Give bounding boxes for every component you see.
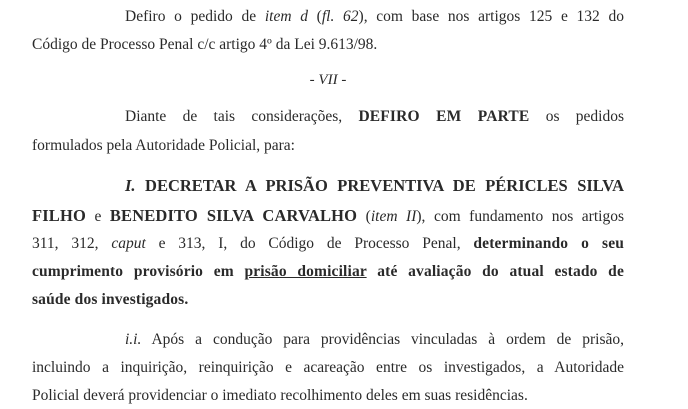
text-span: Defiro o pedido de <box>125 8 257 25</box>
text-span: Diante de tais considerações, <box>125 108 343 125</box>
italic-term: caput <box>111 235 146 252</box>
bold-heading: DECRETAR A PRISÃO PREVENTIVA DE PÉRICLES SILVA <box>145 176 625 195</box>
paragraph-1-line-2: Código de Processo Penal c/c artigo 4º da Lei 9.613/98. <box>32 36 378 53</box>
text-span: ), com fundamento nos artigos <box>416 208 624 225</box>
text-span: Após a condução para providências vinculadas à ordem de prisão, <box>151 331 624 348</box>
text-span: ), com base nos artigos 125 e 132 do <box>358 8 624 25</box>
bold-text: cumprimento provisório em <box>32 263 234 280</box>
section-mark: - VII - <box>309 72 347 88</box>
item-reference: item d <box>264 8 308 25</box>
paragraph-1-line-1 <box>32 7 624 27</box>
text-span: e <box>94 208 102 225</box>
bold-name: BENEDITO SILVA CARVALHO <box>109 206 358 225</box>
page-reference: fl. 62 <box>321 8 359 25</box>
paragraph-3-line-3 <box>32 234 624 254</box>
paragraph-3-line-4 <box>32 262 624 282</box>
paragraph-4-line-3: Policial deverá providenciar o imediato recolhimento deles em suas residências. <box>32 387 528 404</box>
paragraph-2-line-1 <box>32 107 624 127</box>
paragraph-3-line-1 <box>32 176 624 196</box>
sub-item-label: i.i. <box>125 331 142 348</box>
bold-name: FILHO <box>32 206 86 225</box>
bold-decision: DEFIRO EM PARTE <box>358 108 530 125</box>
text-span: ( <box>365 208 371 225</box>
bold-text: determinando o seu <box>473 235 625 252</box>
paragraph-4-line-2: incluindo a inquirição, reinquirição e acareação entre os investigados, a Autoridade <box>32 359 624 376</box>
item-reference: item II <box>370 208 417 225</box>
underlined-text: prisão domiciliar <box>244 263 367 280</box>
paragraph-2-line-2: formulados pela Autoridade Policial, para: <box>32 137 295 154</box>
text-span: ( <box>316 8 322 25</box>
bold-text: até avaliação do atual estado de <box>377 263 624 280</box>
text-span: 311, 312, <box>32 235 99 252</box>
roman-numeral: I. <box>125 176 136 195</box>
paragraph-4-line-1 <box>32 330 624 350</box>
paragraph-3-line-2 <box>32 206 624 227</box>
text-span: e 313, I, do Código de Processo Penal, <box>158 235 461 252</box>
text-span: os pedidos <box>545 108 624 125</box>
paragraph-3-line-5: saúde dos investigados. <box>32 291 189 308</box>
